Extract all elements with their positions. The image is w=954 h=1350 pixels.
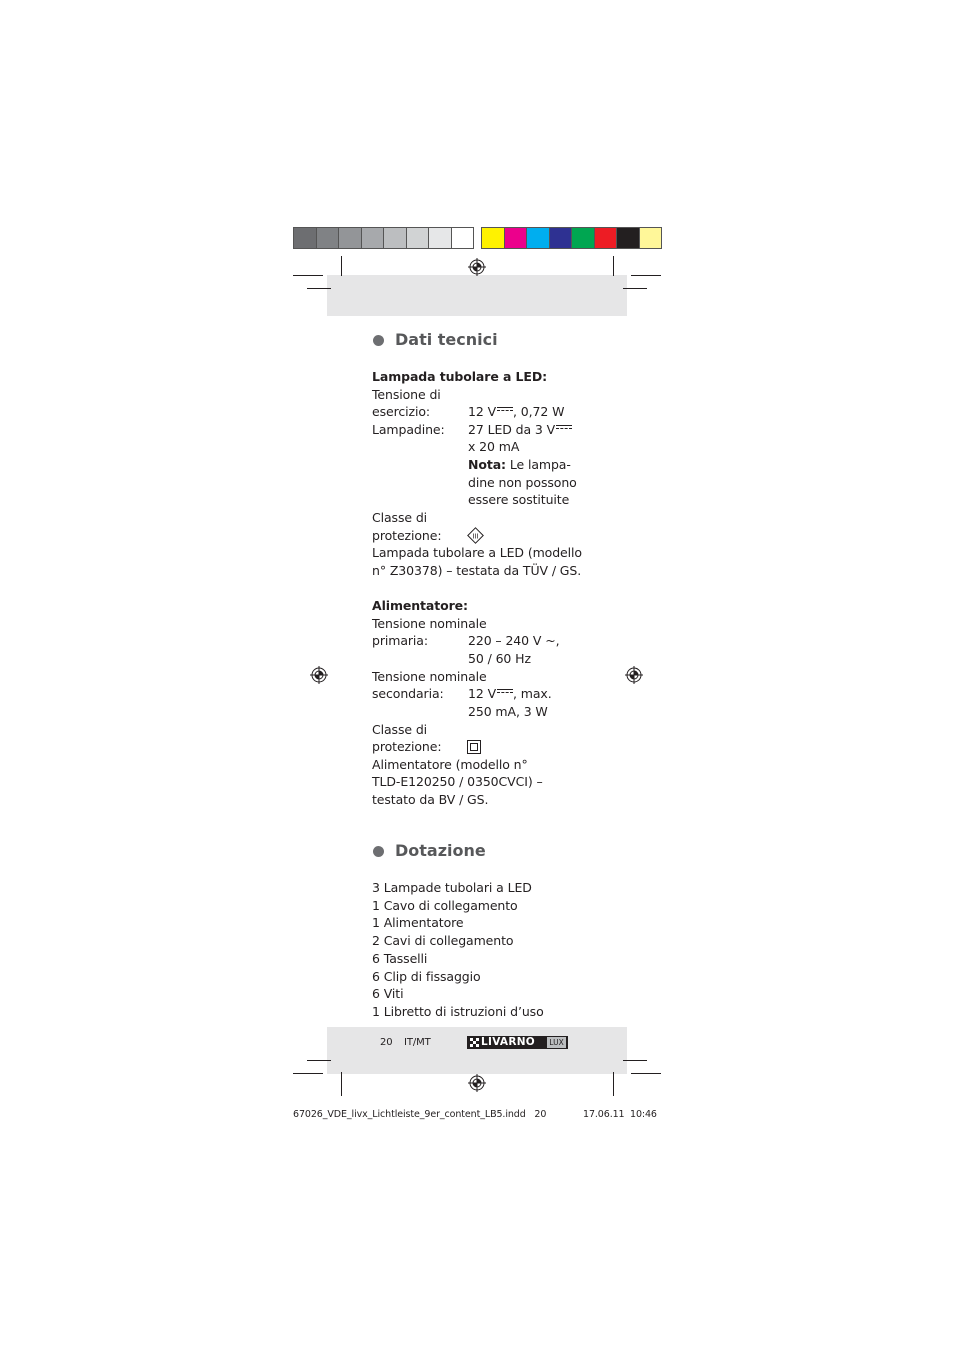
gray-swatch xyxy=(316,227,340,249)
color-swatch xyxy=(639,227,663,249)
dc-symbol-icon xyxy=(497,688,513,695)
bullet-icon xyxy=(373,846,384,857)
language-code: IT/MT xyxy=(404,1037,431,1048)
crop-mark xyxy=(293,275,323,276)
secondary-label: secondaria: xyxy=(372,686,444,701)
note-text: Le lampa- xyxy=(505,457,571,472)
note-text: dine non possono xyxy=(468,475,577,490)
list-item: 3 Lampade tubolari a LED xyxy=(372,880,532,895)
crop-mark xyxy=(341,256,342,276)
list-item: 6 Tasselli xyxy=(372,950,428,966)
bulbs-value: x 20 mA xyxy=(468,439,520,454)
crop-mark xyxy=(613,256,614,276)
secondary-value: 250 mA, 3 W xyxy=(468,704,548,719)
protection-class-iii-text: III xyxy=(472,532,479,541)
logo-grid-icon xyxy=(470,1038,479,1047)
list-item: 1 Cavo di collegamento xyxy=(372,897,518,913)
lamp-model: Lampada tubolare a LED (modello xyxy=(372,545,582,560)
gray-swatch xyxy=(451,227,475,249)
slug-time: 10:46 xyxy=(630,1109,657,1120)
crop-mark xyxy=(307,288,331,289)
secondary-value-b: , max. xyxy=(513,686,552,701)
color-swatch xyxy=(481,227,505,249)
dc-symbol-icon xyxy=(556,424,572,431)
section-heading: Dotazione xyxy=(395,841,486,860)
crop-mark xyxy=(307,1060,331,1061)
voltage-value-a: 12 V xyxy=(468,404,497,419)
color-swatch xyxy=(594,227,618,249)
primary-value: 50 / 60 Hz xyxy=(468,651,531,666)
primary-label: primaria: xyxy=(372,633,428,648)
section-heading: Dati tecnici xyxy=(395,330,498,349)
slug-filename: 67026_VDE_livx_Lichtleiste_9er_content_LB5.indd 20 xyxy=(293,1109,547,1120)
lamp-model: n° Z30378) – testata da TÜV / GS. xyxy=(372,563,582,578)
gray-swatch xyxy=(406,227,430,249)
psu-model: testato da BV / GS. xyxy=(372,792,489,807)
protection-class-label: protezione: xyxy=(372,528,442,543)
secondary-value-a: 12 V xyxy=(468,686,497,701)
crop-mark xyxy=(613,1072,614,1096)
voltage-value-b: , 0,72 W xyxy=(513,404,565,419)
footer-band xyxy=(327,1027,627,1074)
crop-mark xyxy=(623,1060,647,1061)
list-item: 6 Viti xyxy=(372,986,404,1002)
bulbs-value xyxy=(468,421,572,438)
voltage-value xyxy=(468,403,564,420)
protection-class-label: Classe di xyxy=(372,510,428,525)
livarno-logo xyxy=(467,1036,568,1049)
brand-suffix: LUX xyxy=(547,1037,566,1048)
voltage-label: esercizio: xyxy=(372,404,430,419)
secondary-label: Tensione nominale xyxy=(372,669,487,684)
primary-label: Tensione nominale xyxy=(372,616,487,631)
note-label: Nota: xyxy=(468,457,506,472)
list-item: 1 Libretto di istruzioni d’uso xyxy=(372,1003,544,1019)
protection-class-iii-icon xyxy=(467,527,484,544)
protection-class-label: Classe di xyxy=(372,722,428,737)
registration-mark-icon xyxy=(468,1074,486,1092)
psu-model: Alimentatore (modello n° xyxy=(372,757,528,772)
registration-mark-icon xyxy=(310,666,328,684)
color-swatch xyxy=(504,227,528,249)
bulbs-label: Lampadine: xyxy=(372,422,445,437)
color-swatch xyxy=(616,227,640,249)
psu-title: Alimentatore: xyxy=(372,598,468,613)
crop-mark xyxy=(293,1073,323,1074)
crop-mark xyxy=(341,1072,342,1096)
list-item: 2 Cavi di collegamento xyxy=(372,933,514,949)
gray-swatch xyxy=(338,227,362,249)
color-swatch xyxy=(526,227,550,249)
slug-date: 17.06.11 xyxy=(583,1109,625,1120)
gray-swatch xyxy=(383,227,407,249)
header-band xyxy=(327,275,627,316)
color-swatch xyxy=(571,227,595,249)
voltage-label: Tensione di xyxy=(372,387,441,402)
psu-model: TLD-E120250 / 0350CVCI) – xyxy=(372,774,543,789)
primary-value: 220 – 240 V ~, xyxy=(468,633,560,648)
gray-swatch xyxy=(293,227,317,249)
protection-class-ii-icon xyxy=(467,740,481,754)
registration-mark-icon xyxy=(468,258,486,276)
dc-symbol-icon xyxy=(497,406,513,413)
crop-mark xyxy=(631,1073,661,1074)
registration-mark-icon xyxy=(625,666,643,684)
lamp-title: Lampada tubolare a LED: xyxy=(372,369,548,384)
brand-name: LIVARNO xyxy=(481,1036,536,1048)
crop-mark xyxy=(623,288,647,289)
page-number: 20 xyxy=(380,1037,393,1048)
crop-mark xyxy=(631,275,661,276)
list-item: 6 Clip di fissaggio xyxy=(372,968,481,984)
list-item: 1 Alimentatore xyxy=(372,915,464,931)
bullet-icon xyxy=(373,335,384,346)
gray-swatch xyxy=(361,227,385,249)
note xyxy=(468,456,571,473)
protection-class-label: protezione: xyxy=(372,739,442,754)
note-text: essere sostituite xyxy=(468,492,570,507)
color-swatch xyxy=(549,227,573,249)
secondary-value xyxy=(468,685,552,702)
gray-swatch xyxy=(428,227,452,249)
bulbs-value-a: 27 LED da 3 V xyxy=(468,422,556,437)
